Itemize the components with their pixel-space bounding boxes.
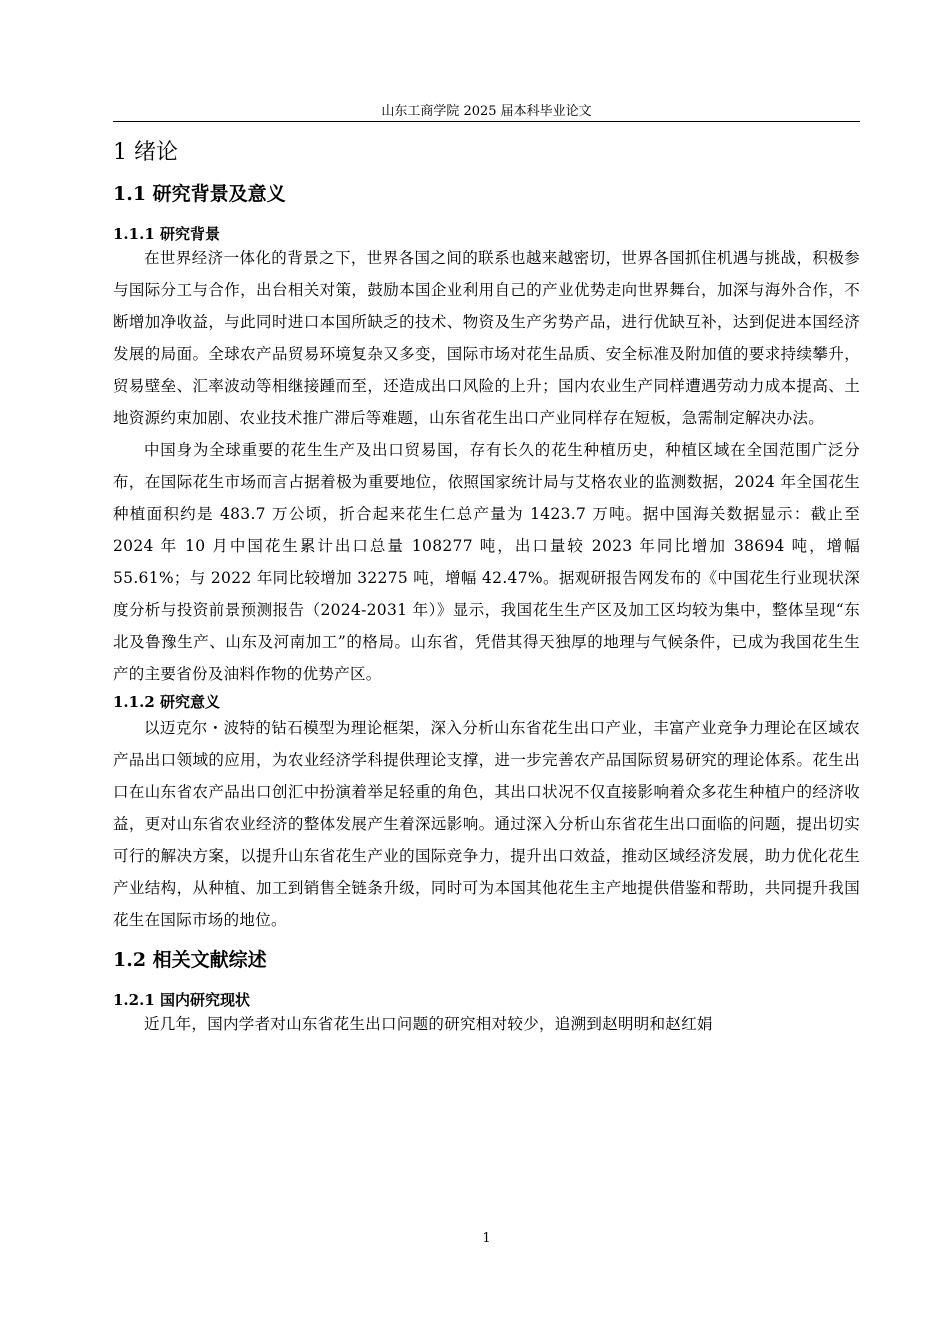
page-content xyxy=(113,140,860,1040)
chapter-title: 1 绪论 xyxy=(113,140,178,165)
subsection-title-1-2-1: 1.2.1 国内研究现状 xyxy=(113,991,250,1009)
paragraph-background-1: 在世界经济一体化的背景之下，世界各国之间的联系也越来越密切，世界各国抓住机遇与挑战，积极参与国际分工与合作，出台相关对策，鼓励本国企业利用自己的产业优势走向世界舞台，加深与海外合作，不断增加净收益，与此同时进口本国所缺乏的技术、物资及生产劣势产品，进行优缺互补，达到促进本国经济发展的局面。全球农产品贸易环境复杂又多变，国际市场对花生品质、安全标准及附加值的要求持续攀升，贸易壁垒、汇率波动等相继接踵而至，还造成出口风险的上升；国内农业生产同样遭遇劳动力成本提高、土地资源约束加剧、农业技术推广滞后等难题，山东省花生出口产业同样存在短板，急需制定解决办法。 xyxy=(113,249,860,427)
page-number: 1 xyxy=(482,1231,491,1246)
subsection-title-1-1-1: 1.1.1 研究背景 xyxy=(113,225,220,243)
running-header: 山东工商学院 2025 届本科毕业论文 xyxy=(381,104,592,119)
subsection-title-1-1-2: 1.1.2 研究意义 xyxy=(113,693,220,711)
section-title-1-1: 1.1 研究背景及意义 xyxy=(113,183,286,205)
paragraph-significance: 以迈克尔・波特的钻石模型为理论框架，深入分析山东省花生出口产业，丰富产业竞争力理论在区域农产品出口领域的应用，为农业经济学科提供理论支撑，进一步完善农产品国际贸易研究的理论体系。花生出口在山东省农产品出口创汇中扮演着举足轻重的角色，其出口状况不仅直接影响着众多花生种植户的经济收益，更对山东省农业经济的整体发展产生着深远影响。通过深入分析山东省花生出口面临的问题，提出切实可行的解决方案，以提升山东省花生产业的国际竞争力，提升出口效益，推动区域经济发展，助力优化花生产业结构，从种植、加工到销售全链条升级，同时可为本国其他花生主产地提供借鉴和帮助，共同提升我国花生在国际市场的地位。 xyxy=(113,719,860,929)
paragraph-domestic-research: 近几年，国内学者对山东省花生出口问题的研究相对较少，追溯到赵明明和赵红娟 xyxy=(144,1015,713,1033)
section-title-1-2: 1.2 相关文献综述 xyxy=(113,949,267,971)
paragraph-background-2: 中国身为全球重要的花生生产及出口贸易国，存有长久的花生种植历史，种植区域在全国范围广泛分布，在国际花生市场而言占据着极为重要地位，依照国家统计局与艾格农业的监测数据，2024 年全国花生种植面积约是 483.7 万公顷，折合起来花生仁总产量为 1423.7 万吨。据中国海关数据显示：截止至 2024 年 10 月中国花生累计出口总量 108277 吨，出口量较 2023 年同比增加 38694 吨，增幅 55.61%；与 2022 年同比较增加 32275 吨，增幅 42.47%。据观研报告网发布的《中国花生行业现状深度分析与投资前景预测报告（2024-2031 年）》显示，我国花生生产区及加工区均较为集中，整体呈现“东北及鲁豫生产、山东及河南加工”的格局。山东省，凭借其得天独厚的地理与气候条件，已成为我国花生生产的主要省份及油料作物的优势产区。 xyxy=(113,441,860,683)
header-rule xyxy=(113,121,860,122)
